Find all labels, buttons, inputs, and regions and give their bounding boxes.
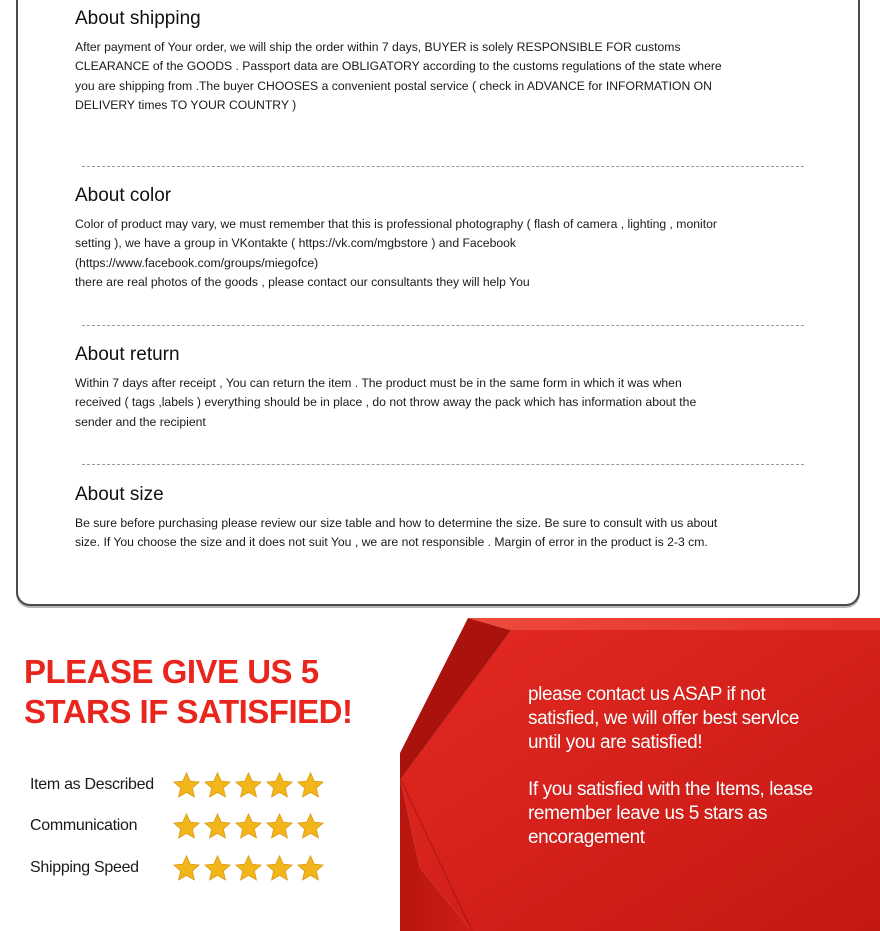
rating-label: Shipping Speed [30,859,139,876]
color-title: About color [75,185,172,206]
star-icon [296,812,325,841]
section-divider [82,325,804,326]
return-body: Within 7 days after receipt , You can return the item . The product must be in the same form in which it was when received ( tags ,labels ) everything should be in place , do not throw away the pack which has information about the sender and the recipient [75,376,697,429]
size-title: About size [75,484,164,505]
rating-label: Item as Described [30,776,154,793]
star-rating [172,812,325,841]
star-rating [172,771,325,800]
section-divider [82,464,804,465]
star-icon [265,812,294,841]
color-section [75,185,803,292]
star-icon [172,854,201,883]
star-icon [203,771,232,800]
rating-label: Communication [30,817,138,834]
star-icon [296,854,325,883]
color-body: Color of product may vary, we must remember that this is professional photography ( flash of camera , lighting , monitor setting ), we have a group in VKontakte ( https://vk.com/mgbstore ) and Facebook (https://www.facebook.com/groups/miegofce) there are real photos of the goods , please contact our consultants they will help You [75,217,717,289]
return-title: About return [75,344,180,365]
return-section [75,344,803,432]
star-icon [234,812,263,841]
star-icon [265,854,294,883]
rating-shipping-speed [30,853,360,883]
leave-stars-message: If you satisfied with the Items, lease remember leave us 5 stars as encoragement [528,779,813,848]
five-stars-headline: PLEASE GIVE US 5 STARS IF SATISFIED! [24,653,353,730]
rating-item-as-described [30,770,360,800]
policy-card [16,0,860,606]
size-section [75,484,803,553]
star-icon [296,771,325,800]
star-icon [172,771,201,800]
red-gift-box-image [400,618,880,931]
shipping-body: After payment of Your order, we will ship the order within 7 days, BUYER is solely RESPONSIBLE FOR customs CLEARANCE of the GOODS . Passport data are OBLIGATORY according to the customs regulations of the state where you are shipping from .The buyer CHOOSES a convenient postal service ( check in ADVANCE for INFORMATION ON DELIVERY times TO YOUR COUNTRY ) [75,40,722,112]
star-icon [265,771,294,800]
contact-message: please contact us ASAP if not satisfied, we will offer best servlce until you are satisfied! [528,684,800,753]
rating-communication [30,811,360,841]
star-rating [172,854,325,883]
star-icon [203,854,232,883]
star-icon [203,812,232,841]
section-divider [82,166,804,167]
shipping-title: About shipping [75,8,201,29]
star-icon [234,771,263,800]
star-icon [172,812,201,841]
shipping-section [75,8,803,115]
star-icon [234,854,263,883]
size-body: Be sure before purchasing please review our size table and how to determine the size. Be sure to consult with us about size. If You choose the size and it does not suit You , we are not responsible . Margin of error in the product is 2-3 cm. [75,516,718,550]
